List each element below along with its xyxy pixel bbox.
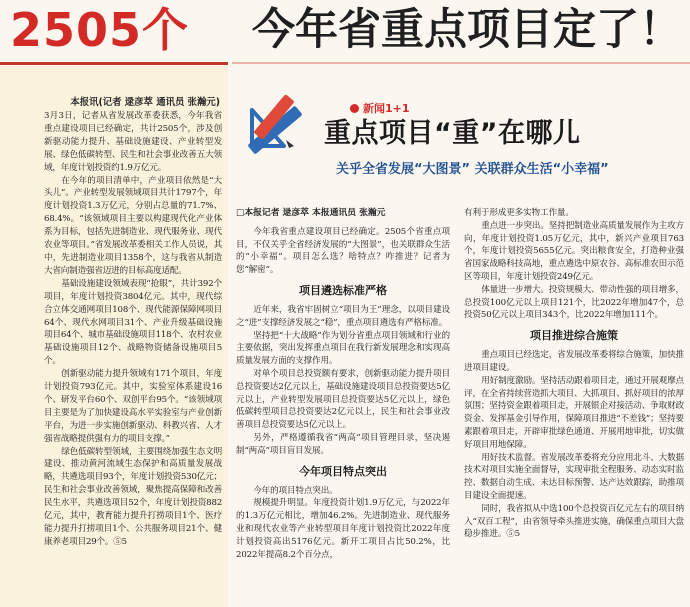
section-heading: 项目遴选标准严格 (299, 283, 387, 297)
article2-paragraph: 近年来，我省牢固树立“项目为王”理念，以项目建设之“进”支撑经济发展之“稳”，重点项目遴选有严格标准。 (236, 304, 450, 328)
article2-paragraph: 规模提升明显。年度投资计划1.9万亿元，与2022年的1.3万亿元相比，增加46.2%。先进制造业、现代服务业和现代农业等产业转型项目年度计划投资比2022年度计划投资高出5176亿元。新开工项目占比50.2%，比2022年提高8.2个百分点， (236, 498, 450, 560)
article2-subtitle: 关乎全省发展“大图景” 关联群众生活“小幸福” (336, 162, 609, 177)
kicker-dot-icon (350, 104, 359, 113)
article1-paragraph: 3月3日，记者从省发展改革委获悉，今年我省重点建设项目已经确定，共计2505个，涉及创新驱动能力提升、基础设施建设、产业转型发展、绿色低碳转型、民生和社会事业改善五大领域，年度计划投资约1.9万亿元。 (44, 111, 222, 173)
article1-byline: 本报讯(记者 逯彦萃 通讯员 张瀚元) (70, 97, 220, 108)
article2-banner (232, 80, 690, 202)
headline-number: 2505个 (10, 3, 190, 57)
article2-paragraph: 对单个项目总投资额有要求，创新驱动能力提升项目总投资要达2亿元以上，基础设施建设项目总投资要达5亿元以上，产业转型发展项目总投资要达5亿元以上，绿色低碳转型项目总投资要达2亿元以上，民生和社会事业改善项目总投资要达5亿元以上。 (236, 368, 450, 431)
article1-panel (0, 66, 228, 607)
article2-paragraph: 重点进一步突出。坚持把制造业高质量发展作为主攻方向，年度计划投资1.05万亿元，其中，新兴产业项目763个，年度计划投资5655亿元。突出粮食安全，打造种业强省国家战略科技高地，重点遴选中原农谷、高标准农田示范区等项目，年度计划投资249亿元。 (464, 220, 684, 282)
divider-right (232, 62, 690, 64)
section-heading: 今年项目特点突出 (299, 464, 387, 478)
pen-ruler-icon (238, 84, 314, 160)
kicker-label: 新闻1+1 (363, 102, 410, 115)
article2-paragraph: 有利于形成更多实物工作量。 (464, 208, 574, 218)
article1-paragraph: 在今年的项目清单中，产业项目依然是“大头儿”。产业转型发展领域项目共计1797个，年度计划投资1.3万亿元，分别占总量的71.7%、68.4%。“该领域项目主要以构建现代化产业体系为目标，包括先进制造业、现代服务业、现代农业等项目。”省发展改革委相关工作人员说，其中，先进制造业项目1358个，这与我省从制造大省向制造强省迈进的目标高度适配。 (44, 175, 222, 276)
article2-column-left-content (236, 226, 450, 562)
article2-paragraph: 今年的项目特点突出。 (253, 485, 338, 496)
headline (0, 0, 690, 60)
article2-paragraph: 坚持把“十大战略”作为划分省重点项目领域和行业的主要依据，突出发挥重点项目在我行新发展理念和实现高质量发展方面的支撑作用。 (236, 330, 450, 367)
article2-paragraph: 同时，我省拟从中选100个总投资百亿元左右的项目纳入“双百工程”，由省领导牵头推进实施，确保重点项目大盘稳步推进。⑤5 (464, 503, 684, 540)
article2-column-right-content (464, 207, 684, 541)
section-heading: 项目推进综合施策 (530, 329, 618, 343)
article2-paragraph: 用好技术监督。省发展改革委将充分应用北斗、大数据技术对项目实施全面督导，实现审批全程服务、动态实时监控、数据自动生成、未达目标预警、达产达效跟踪，助推项目建设全面提速。 (464, 452, 684, 501)
article2-title: 重点项目“重”在哪儿 (324, 118, 581, 149)
article1-paragraph: 绿色低碳转型领域，主要围绕加强生态文明建设、推动黄河流域生态保护和高质量发展战略，共遴选项目93个，年度计划投资530亿元；民生和社会事业改善领域，聚焦提高保障和改善民生水平，共遴选项目52个，年度计划投资882亿元，其中，教育能力提升打捞项目1个、医疗能力提升打捞项目1个、公共服务项目21个、健康养老项目29个。⑤5 (44, 446, 222, 547)
article1-body (44, 97, 222, 549)
article2-paragraph: 用好制度激励。坚持活动跟着项目走，通过开展观摩点评，在全省持续营造抓大项目、大抓项目、抓好项目的浓厚氛围；坚持资金跟着项目走，开展银企对接活动、争取财政资金、发挥基金引导作用，保障项目推进“不差钱”；坚持要素跟着项目走，开辟审批绿色通道、开展用地审批，切实做好项目用地保障。 (464, 375, 684, 450)
article2-kicker (350, 100, 410, 116)
article2-column-right (464, 207, 684, 541)
article2-column-left (236, 207, 450, 561)
article2-paragraph: 重点项目已经选定，省发展改革委将综合施策，加快推进项目建设。 (464, 350, 684, 373)
article2-paragraph: 今年我省重点建设项目已经确定。2505个省重点项目，不仅关乎全省经济发展的“大图景”，也关联群众生活的“小幸福”。项目怎么选？啥特点？咋推进？记者为您“解密”。 (236, 226, 450, 276)
article2-paragraph: 另外，严格遵循我省“两高”项目管理目录，坚决遏制“两高”项目盲目发展。 (236, 432, 450, 456)
article2-paragraph: 体量进一步增大。投资规模大、带动性强的项目增多，总投资100亿元以上项目121个，比2022年增加47个，总投资50亿元以上项目343个，比2022年增加111个。 (464, 284, 684, 321)
article1-paragraph: 基础设施建设领域表现“抢眼”，共计392个项目，年度计划投资3804亿元。其中，现代综合立体交通网项目108个、现代能源保障网项目64个、现代水网项目31个、产业升级基础设施项目64个、城市基础设施项目118个、农村农业基础设施项目12个、战略物资储备设施项目5个。 (44, 278, 222, 367)
article1-paragraph: 创新驱动能力提升领域有171个项目，年度计划投资793亿元。其中，实验室体系建设16个、研发平台60个、双创平台95个。“该领域项目主要是为了加快建设高水平实验室与产业创新平台，为进一步实施创新驱动、科教兴省、人才强省战略提供强有力的项目支撑。” (44, 369, 222, 444)
headline-text: 今年省重点项目定了！ (252, 5, 682, 55)
divider-left (0, 62, 228, 65)
article2-byline: □本报记者 逯彦萃 本报通讯员 张瀚元 (236, 208, 386, 218)
